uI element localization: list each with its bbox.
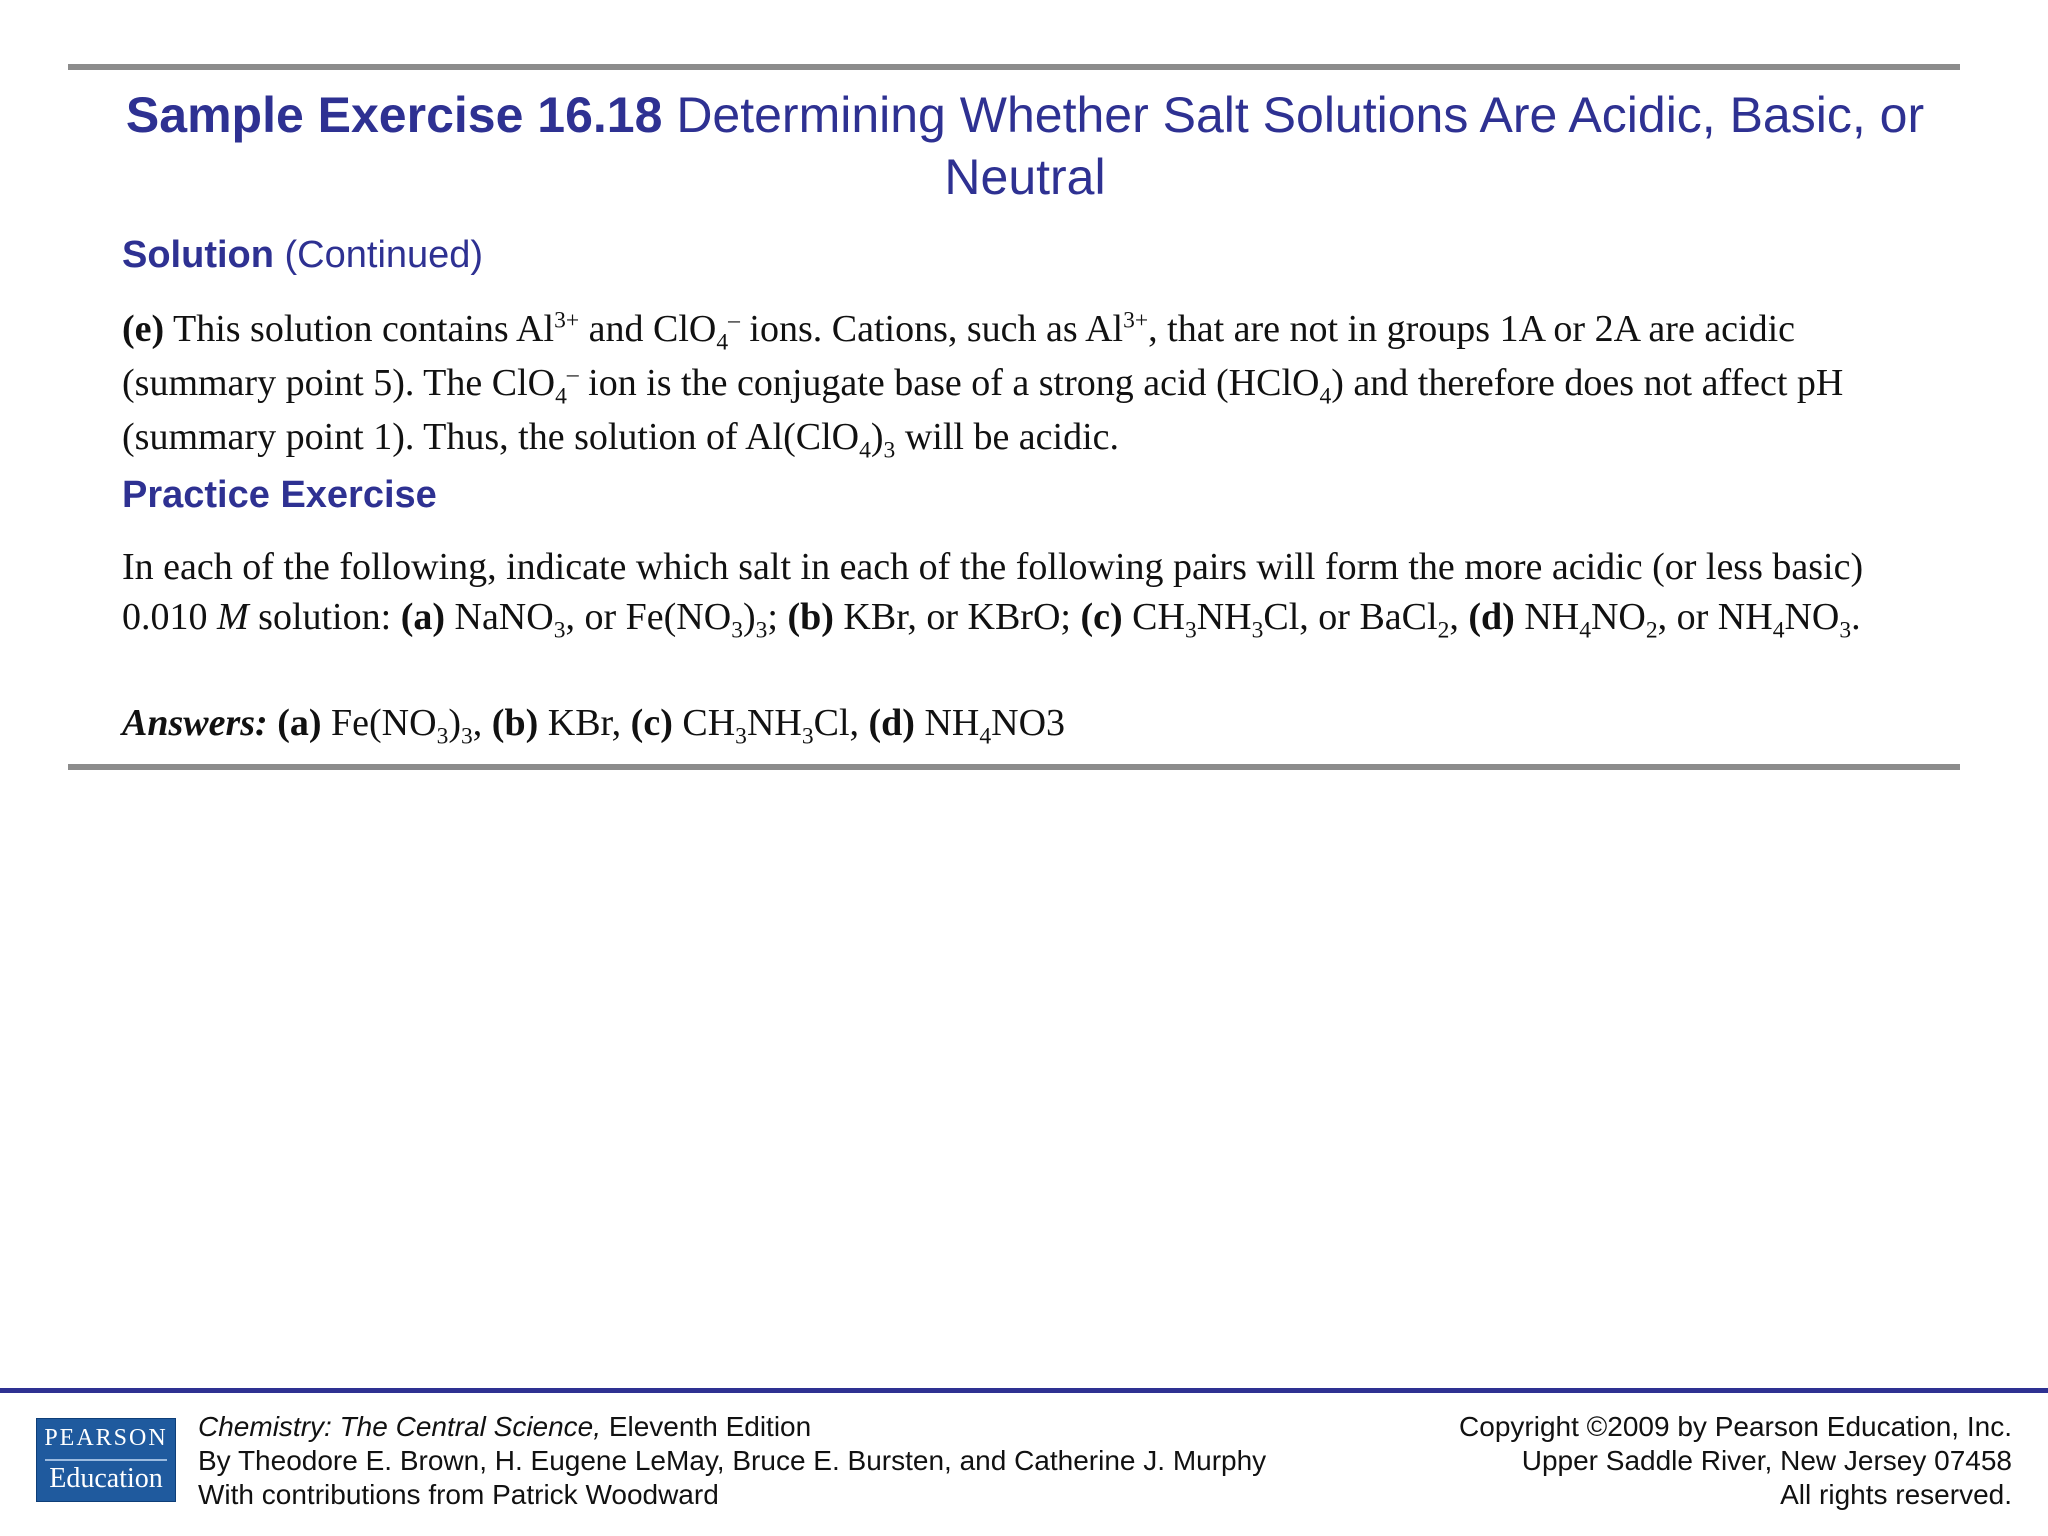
subscript: 3 [436,723,449,750]
subscript: 4 [1579,617,1591,644]
answer-text: NH [746,702,802,744]
superscript: – [566,361,579,388]
solution-text: This solution contains Al [164,308,555,350]
solution-text: , that are not in groups 1A or 2A are acidic (summary point 5). The ClO [122,308,1796,404]
answer-text: NH [914,702,980,744]
book-title: Chemistry: The Central Science, [198,1411,602,1442]
subscript: 3 [731,617,743,644]
answer-text: NO3 [991,702,1066,744]
page-title [60,84,1990,208]
molarity-symbol: M [217,596,249,638]
practice-text: NO [1784,596,1840,638]
practice-text: ; [767,596,788,638]
answer-text: Cl, [813,702,869,744]
title-number: Sample Exercise 16.18 [125,87,663,143]
rights-line: All rights reserved. [1780,1479,2012,1510]
practice-text: CH [1122,596,1185,638]
practice-text: NO [1590,596,1646,638]
subscript: 4 [859,437,871,464]
footer-book-info [198,1410,1266,1512]
practice-text: NH [1514,596,1580,638]
bottom-divider [68,764,1960,770]
answer-text: Fe(NO [321,702,437,744]
solution-text: will be acidic. [895,416,1120,458]
subscript: 3 [553,617,566,644]
practice-text: In each of the following, indicate which salt in each of the following pairs will form the more acidic (or less basic) 0.010 [122,546,1864,638]
address-line: Upper Saddle River, New Jersey 07458 [1521,1445,2012,1476]
subscript: 2 [1645,617,1658,644]
answer-a-label: (a) [277,702,322,744]
answer-text: KBr, [538,702,631,744]
part-b-label: (b) [787,596,834,638]
answer-d-label: (d) [868,702,915,744]
superscript: 3+ [554,307,580,334]
part-d-label: (d) [1468,596,1515,638]
book-authors: By Theodore E. Brown, H. Eugene LeMay, Bruce E. Bursten, and Catherine J. Murphy [198,1445,1267,1476]
solution-text: ) and therefore does not affect pH (summary point 1). Thus, the solution of Al(ClO [122,362,1844,458]
subscript: 3 [801,723,814,750]
subscript: 3 [461,723,473,750]
subscript: 4 [555,383,567,410]
practice-text: . [1851,596,1861,638]
practice-text: Cl, or BaCl [1263,596,1438,638]
logo-top-text: PEARSON [44,1425,168,1451]
answer-text: CH [672,702,736,744]
solution-text: ) [870,416,884,458]
subscript: 3 [1839,617,1852,644]
solution-text: ions. Cations, such as Al [739,308,1124,350]
copyright-line: Copyright ©2009 by Pearson Education, Inc. [1459,1411,2012,1442]
practice-heading [122,474,437,517]
practice-text: NH [1196,596,1252,638]
practice-text: NaNO [445,596,554,638]
book-edition: Eleventh Edition [601,1411,812,1442]
part-c-label: (c) [1080,596,1123,638]
practice-text: ) [742,596,756,638]
subscript: 3 [735,723,747,750]
superscript: – [728,307,740,334]
practice-heading-text: Practice Exercise [122,474,437,516]
subscript: 3 [1251,617,1264,644]
practice-text: , [1449,596,1469,638]
subscript: 4 [1772,617,1785,644]
subscript: 3 [755,617,768,644]
title-text: Determining Whether Salt Solutions Are Acidic, Basic, or Neutral [676,87,1925,205]
solution-heading-continued: (Continued) [284,234,484,276]
subscript: 4 [716,329,729,356]
answers-label: Answers: [122,702,268,744]
footer-copyright [1459,1410,2012,1512]
solution-paragraph [122,302,1922,464]
subscript: 3 [883,437,896,464]
subscript: 2 [1437,617,1450,644]
solution-heading-bold: Solution [122,234,274,276]
solution-text: and ClO [579,308,717,350]
logo-bottom-text: Education [49,1463,163,1494]
subscript: 3 [1184,617,1197,644]
solution-text: ion is the conjugate base of a strong acid (HClO [578,362,1320,404]
practice-text: solution: [248,596,401,638]
book-contributions: With contributions from Patrick Woodward [198,1479,719,1510]
practice-text: KBr, or KBrO; [833,596,1081,638]
logo-divider [45,1459,167,1461]
pearson-logo [36,1418,176,1502]
subscript: 4 [979,723,992,750]
solution-heading [122,234,483,277]
book-title-line [198,1410,1266,1444]
answers-line [122,696,1722,750]
superscript: 3+ [1123,307,1149,334]
answer-text: ) [448,702,462,744]
answer-c-label: (c) [630,702,673,744]
footer-bar [0,1388,2048,1393]
part-a-label: (a) [400,596,445,638]
subscript: 4 [1319,383,1332,410]
answer-text: , [472,702,492,744]
practice-paragraph [122,542,1922,642]
practice-text: , or NH [1657,596,1773,638]
practice-text: , or Fe(NO [565,596,732,638]
part-e-label: (e) [122,308,165,350]
answer-b-label: (b) [491,702,539,744]
top-divider [68,64,1960,70]
